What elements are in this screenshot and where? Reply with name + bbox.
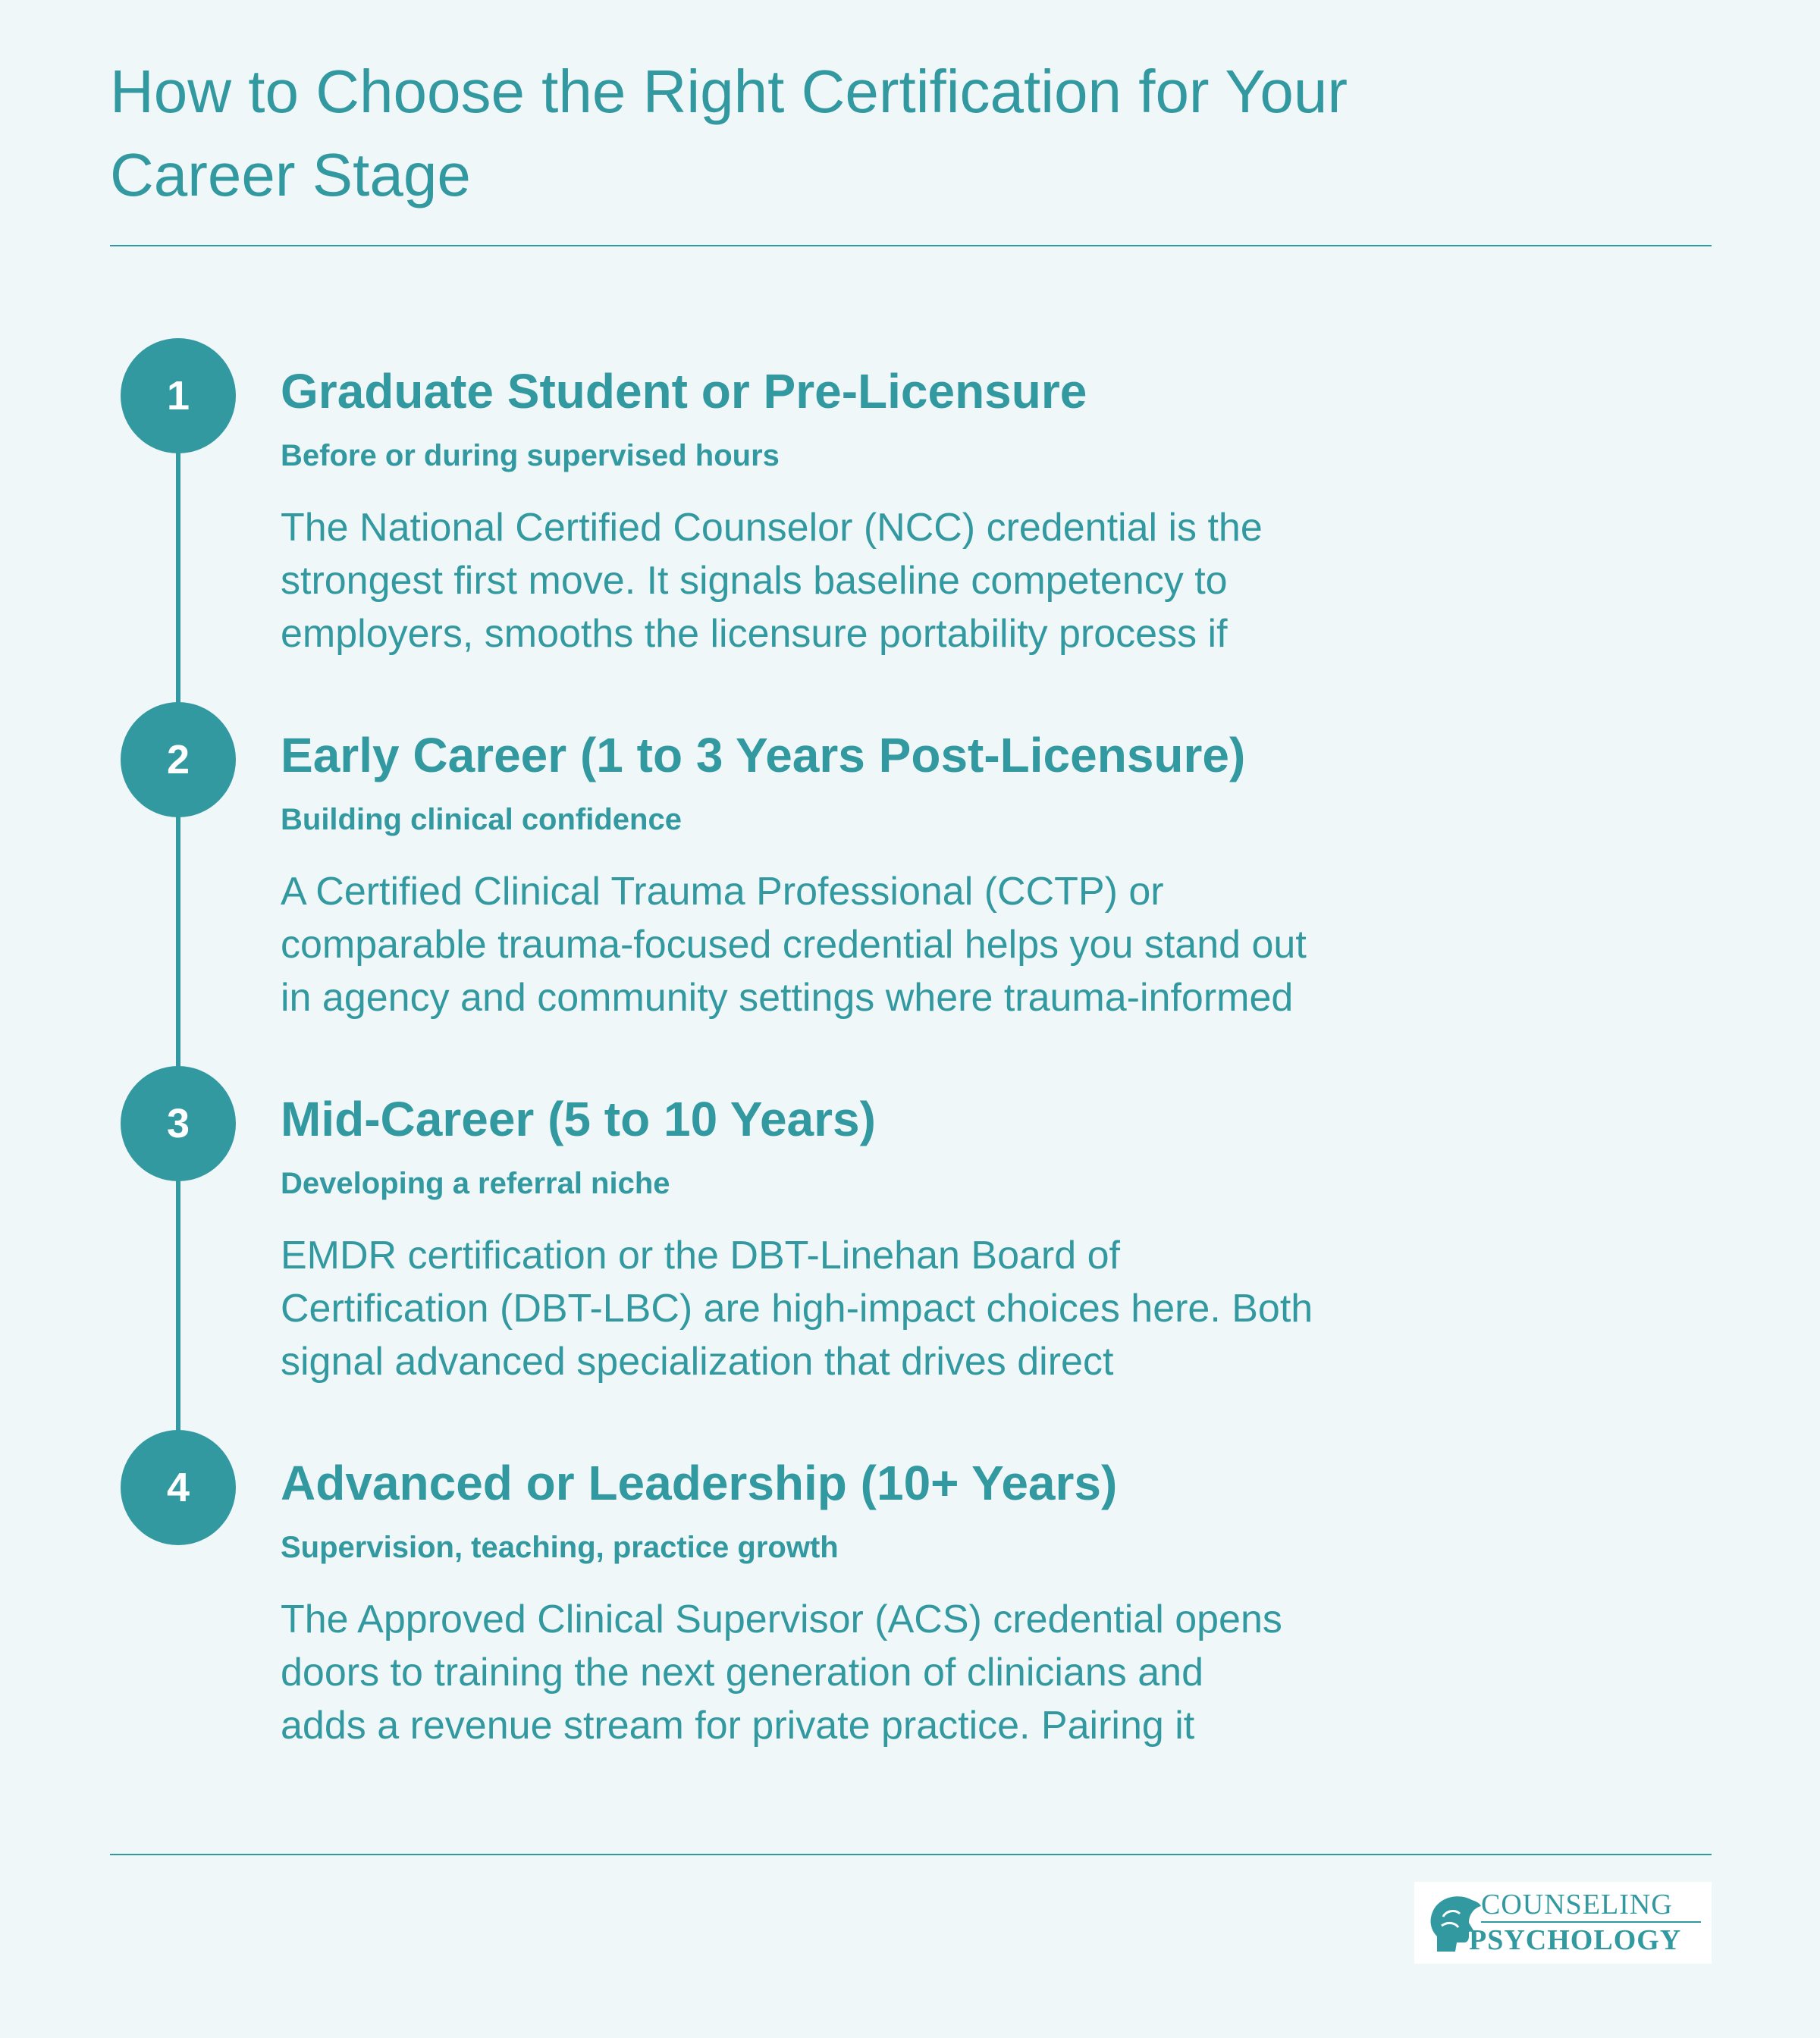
step-description-line: in agency and community settings where trauma-informed [281, 976, 1294, 1020]
step-3 [110, 1066, 1551, 1384]
step-subtitle: Before or during supervised hours [281, 439, 780, 472]
step-description-line: employers, smooths the licensure portability process if [281, 612, 1228, 656]
step-title: Mid-Career (5 to 10 Years) [281, 1092, 876, 1146]
step-subtitle: Supervision, teaching, practice growth [281, 1531, 839, 1564]
step-description-line: adds a revenue stream for private practice. Pairing it [281, 1704, 1195, 1748]
logo-divider [1481, 1921, 1701, 1923]
step-4 [110, 1430, 1551, 1748]
bottom-divider [110, 1854, 1712, 1855]
step-description-line: A Certified Clinical Trauma Professional (CCTP) or [281, 870, 1164, 914]
step-title: Graduate Student or Pre-Licensure [281, 364, 1087, 419]
step-description [281, 865, 1524, 1024]
step-subtitle: Building clinical confidence [281, 803, 682, 836]
step-description [281, 1229, 1524, 1388]
step-number-badge: 3 [121, 1066, 236, 1181]
step-title: Early Career (1 to 3 Years Post-Licensure) [281, 728, 1246, 782]
step-description-line: doors to training the next generation of clinicians and [281, 1651, 1203, 1695]
step-subtitle: Developing a referral niche [281, 1167, 670, 1200]
page-title [110, 50, 1475, 217]
step-1 [110, 338, 1551, 656]
logo-word-counseling: COUNSELING [1481, 1889, 1673, 1920]
page-title-line-2: Career Stage [110, 141, 471, 209]
page-title-line-1: How to Choose the Right Certification for Your [110, 58, 1348, 125]
logo-word-psychology: PSYCHOLOGY [1469, 1924, 1682, 1956]
counseling-psychology-logo [1414, 1882, 1712, 1964]
step-description-line: EMDR certification or the DBT-Linehan Board of [281, 1234, 1120, 1278]
step-description-line: signal advanced specialization that drives direct [281, 1340, 1114, 1384]
step-title: Advanced or Leadership (10+ Years) [281, 1456, 1118, 1510]
step-number-badge: 2 [121, 702, 236, 817]
step-description-line: The Approved Clinical Supervisor (ACS) credential opens [281, 1597, 1282, 1641]
step-description [281, 1593, 1524, 1752]
step-number-badge: 4 [121, 1430, 236, 1545]
step-description-line: The National Certified Counselor (NCC) credential is the [281, 506, 1263, 550]
infographic-page [110, 0, 1712, 2038]
step-number-badge: 1 [121, 338, 236, 453]
step-description-line: Certification (DBT-LBC) are high-impact choices here. Both [281, 1287, 1313, 1331]
step-2 [110, 702, 1551, 1020]
step-description-line: strongest first move. It signals baseline competency to [281, 559, 1228, 603]
top-divider [110, 245, 1712, 246]
step-description [281, 501, 1524, 660]
step-description-line: comparable trauma-focused credential helps you stand out [281, 923, 1307, 967]
